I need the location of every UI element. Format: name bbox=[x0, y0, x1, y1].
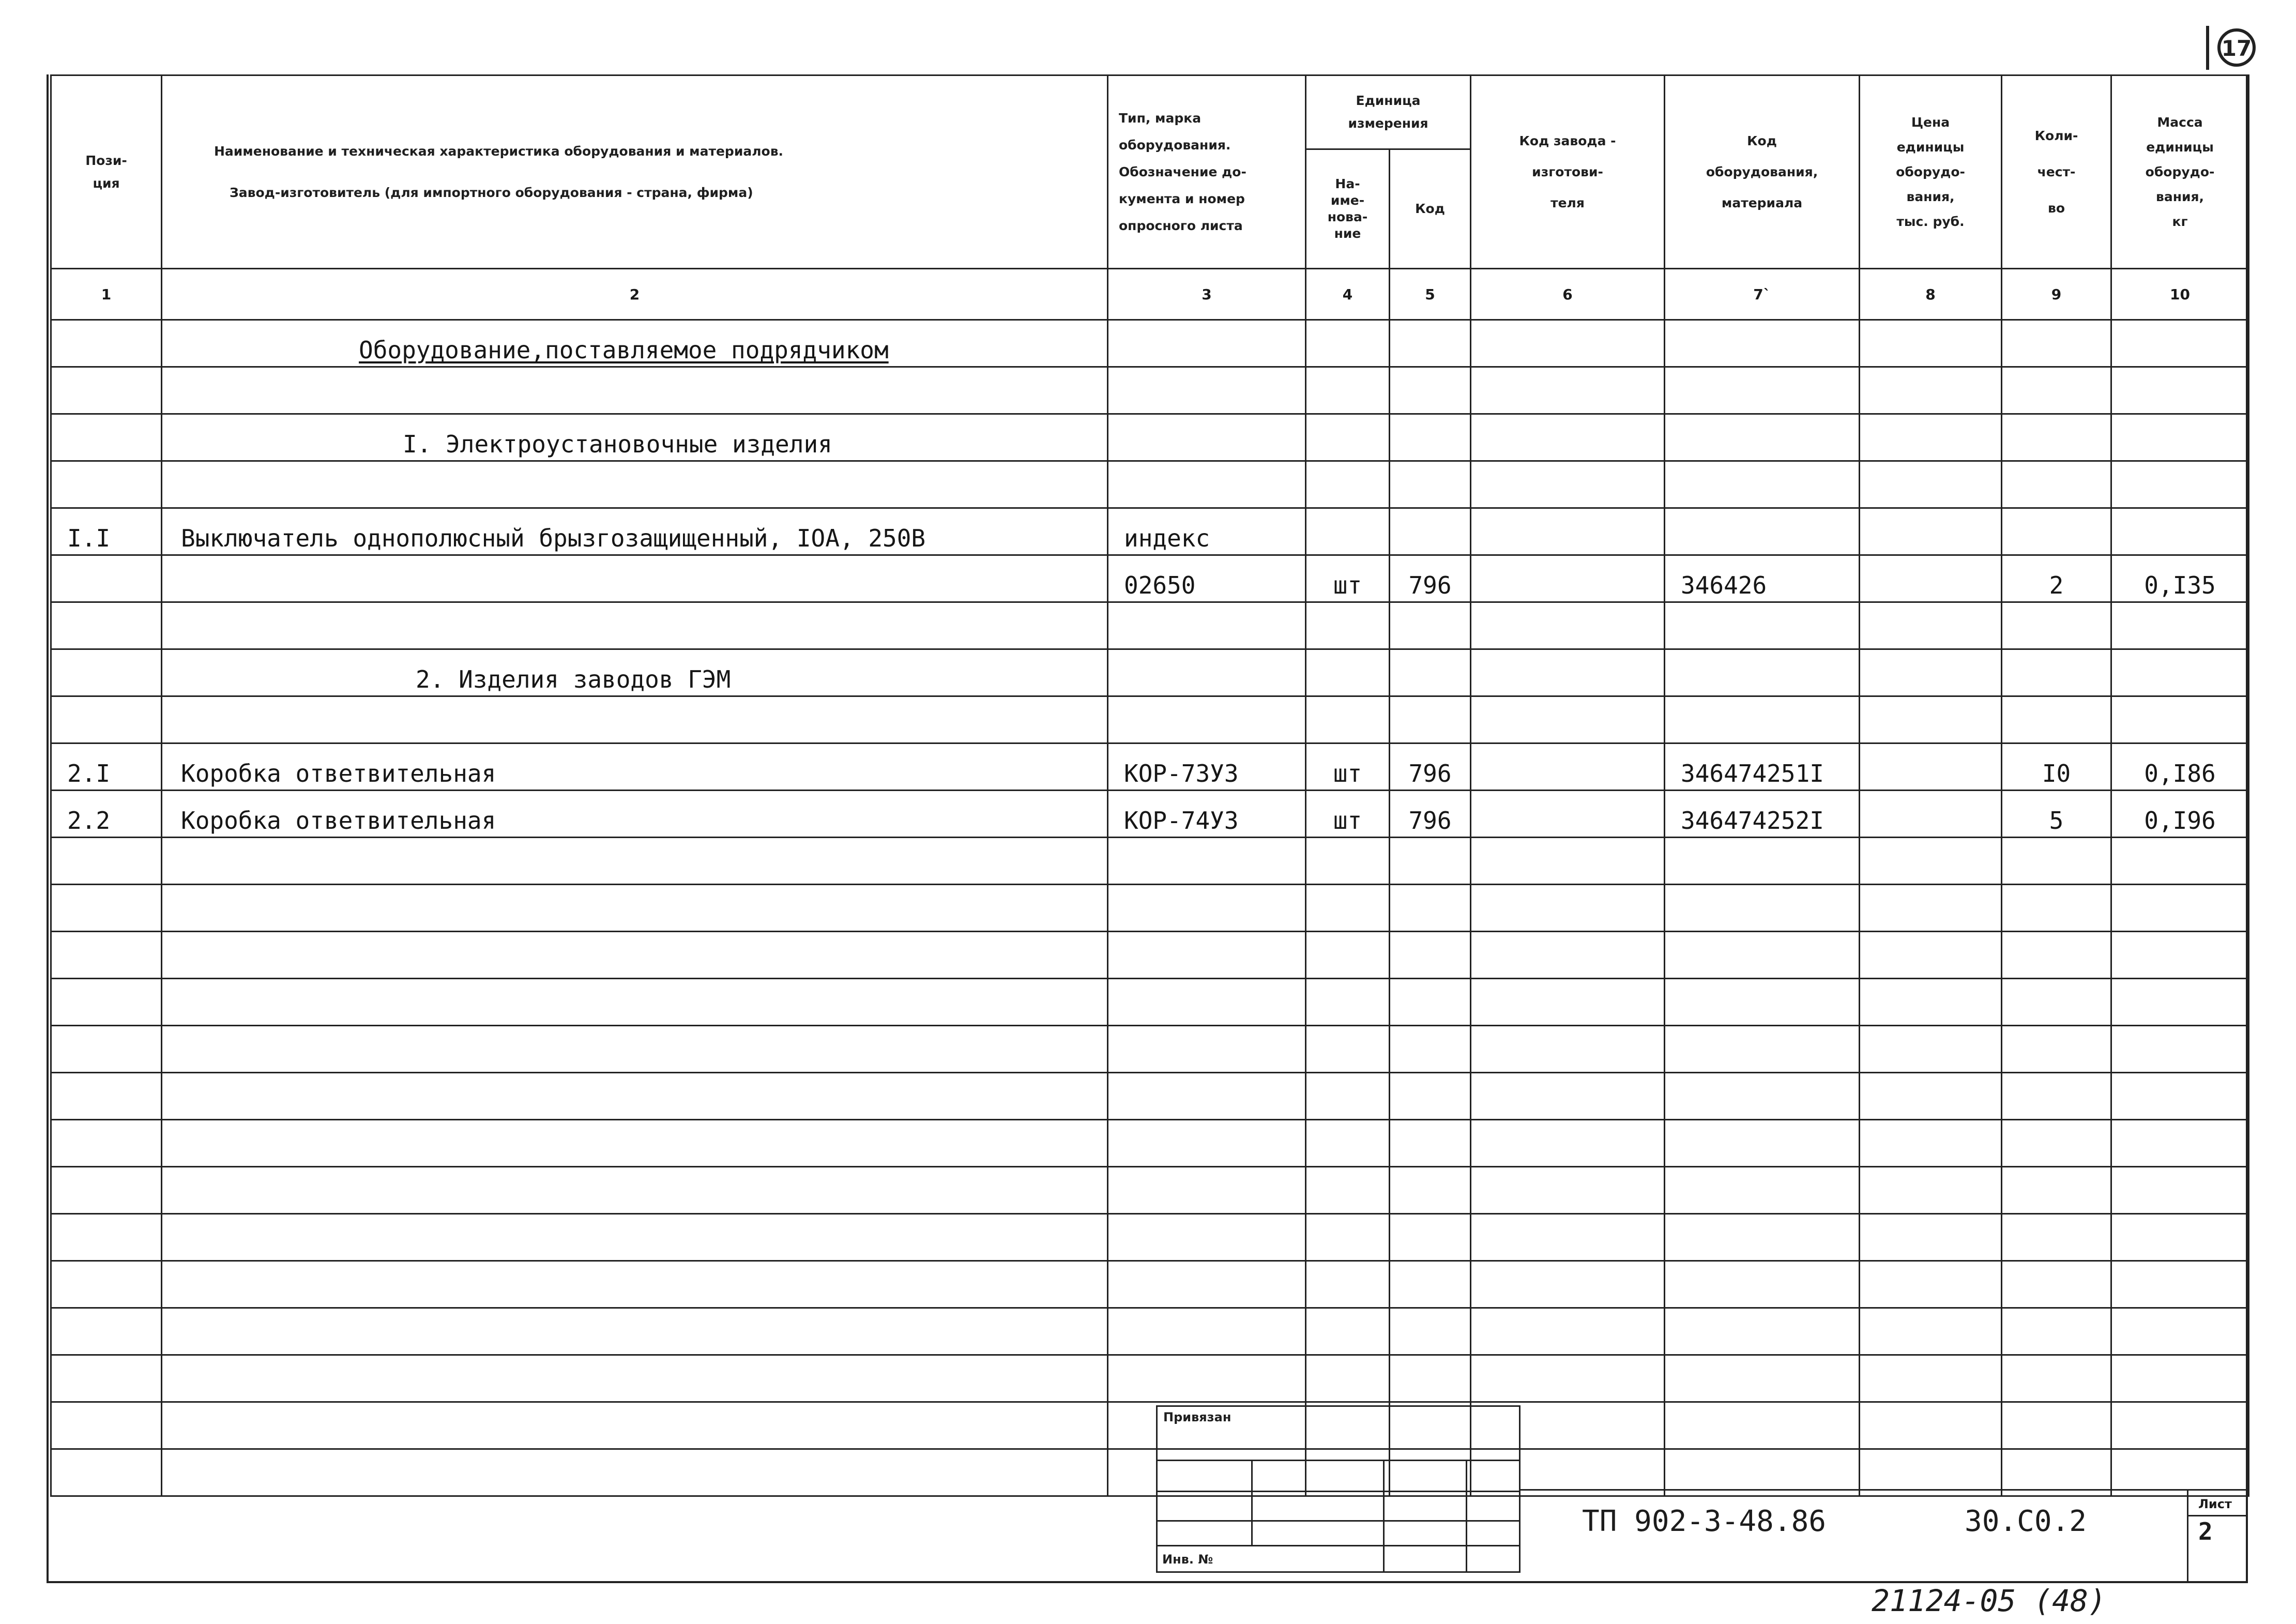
cell-unit-name bbox=[1306, 979, 1390, 1026]
cell-name bbox=[162, 932, 1108, 979]
cell-quantity bbox=[2002, 414, 2111, 461]
cell-equipment-code: 346426 bbox=[1665, 555, 1860, 602]
header-mass: Масса единицы оборудо- вания, кг bbox=[2111, 75, 2249, 269]
cell-equipment-code bbox=[1665, 461, 1860, 508]
cell-position bbox=[51, 414, 162, 461]
header-price: Цена единицы оборудо- вания, тыс. руб. bbox=[1860, 75, 2002, 269]
cell-equipment-code bbox=[1665, 602, 1860, 649]
column-number: 4 bbox=[1306, 269, 1390, 320]
cell-plant-code bbox=[1471, 367, 1665, 414]
cell-name: Оборудование,поставляемое подрядчиком bbox=[162, 320, 1108, 367]
cell-quantity bbox=[2002, 649, 2111, 696]
column-number: 3 bbox=[1108, 269, 1306, 320]
stamp-divider bbox=[1251, 1460, 1253, 1545]
cell-quantity bbox=[2002, 1167, 2111, 1214]
cell-unit-name bbox=[1306, 1073, 1390, 1120]
cell-plant-code bbox=[1471, 1120, 1665, 1167]
cell-type bbox=[1108, 461, 1306, 508]
table-row bbox=[51, 602, 2249, 649]
title-block-frame bbox=[47, 1391, 2248, 1583]
cell-price bbox=[1860, 885, 2002, 932]
cell-name bbox=[162, 1261, 1108, 1308]
cell-price bbox=[1860, 1073, 2002, 1120]
cell-plant-code bbox=[1471, 1167, 1665, 1214]
cell-position bbox=[51, 1120, 162, 1167]
table-row bbox=[51, 461, 2249, 508]
cell-price bbox=[1860, 461, 2002, 508]
cell-unit-code bbox=[1390, 1167, 1471, 1214]
cell-quantity bbox=[2002, 461, 2111, 508]
cell-type bbox=[1108, 1073, 1306, 1120]
cell-plant-code bbox=[1471, 1261, 1665, 1308]
cell-name bbox=[162, 1026, 1108, 1073]
cell-name bbox=[162, 885, 1108, 932]
cell-unit-name bbox=[1306, 320, 1390, 367]
cell-equipment-code bbox=[1665, 367, 1860, 414]
cell-unit-code bbox=[1390, 1308, 1471, 1355]
cell-name bbox=[162, 367, 1108, 414]
cell-mass bbox=[2111, 1261, 2249, 1308]
cell-name bbox=[162, 696, 1108, 743]
title-block-divider bbox=[2187, 1489, 2188, 1583]
cell-quantity bbox=[2002, 602, 2111, 649]
table-row bbox=[51, 508, 2249, 555]
cell-unit-name bbox=[1306, 885, 1390, 932]
column-number: 8 bbox=[1860, 269, 2002, 320]
cell-quantity bbox=[2002, 1308, 2111, 1355]
cell-plant-code bbox=[1471, 1214, 1665, 1261]
cell-price bbox=[1860, 414, 2002, 461]
cell-unit-code bbox=[1390, 1026, 1471, 1073]
cell-quantity: 5 bbox=[2002, 791, 2111, 838]
cell-name bbox=[162, 979, 1108, 1026]
header-unit-code: Код bbox=[1390, 149, 1471, 269]
cell-mass bbox=[2111, 649, 2249, 696]
cell-type bbox=[1108, 414, 1306, 461]
cell-unit-code bbox=[1390, 1073, 1471, 1120]
cell-unit-code: 796 bbox=[1390, 791, 1471, 838]
table-row bbox=[51, 320, 2249, 367]
cell-unit-name bbox=[1306, 367, 1390, 414]
header-unit-group: Единица измерения bbox=[1306, 75, 1471, 149]
cell-mass bbox=[2111, 885, 2249, 932]
table-row bbox=[51, 932, 2249, 979]
cell-position bbox=[51, 555, 162, 602]
cell-plant-code bbox=[1471, 1026, 1665, 1073]
cell-unit-code bbox=[1390, 461, 1471, 508]
cell-quantity bbox=[2002, 1261, 2111, 1308]
cell-unit-code bbox=[1390, 320, 1471, 367]
cell-type bbox=[1108, 1167, 1306, 1214]
cell-plant-code bbox=[1471, 649, 1665, 696]
table-row bbox=[51, 1167, 2249, 1214]
cell-mass bbox=[2111, 508, 2249, 555]
cell-price bbox=[1860, 1026, 2002, 1073]
column-number: 5 bbox=[1390, 269, 1471, 320]
header-equipment-code: Код оборудования, материала bbox=[1665, 75, 1860, 269]
cell-type bbox=[1108, 932, 1306, 979]
cell-name: I. Электроустановочные изделия bbox=[162, 414, 1108, 461]
cell-unit-code: 796 bbox=[1390, 743, 1471, 791]
cell-unit-name bbox=[1306, 1261, 1390, 1308]
specification-table bbox=[50, 74, 2249, 1497]
cell-plant-code bbox=[1471, 979, 1665, 1026]
cell-mass bbox=[2111, 320, 2249, 367]
cell-type bbox=[1108, 602, 1306, 649]
column-number: 1 bbox=[51, 269, 162, 320]
frame-left-border bbox=[47, 74, 49, 1391]
cell-name bbox=[162, 1308, 1108, 1355]
sheet-stamp-mark bbox=[2203, 21, 2265, 72]
cell-price bbox=[1860, 838, 2002, 885]
cell-type: индекс bbox=[1108, 508, 1306, 555]
cell-position bbox=[51, 932, 162, 979]
cell-type: КОР-74УЗ bbox=[1108, 791, 1306, 838]
cell-unit-code bbox=[1390, 696, 1471, 743]
cell-position bbox=[51, 367, 162, 414]
cell-plant-code bbox=[1471, 461, 1665, 508]
cell-plant-code bbox=[1471, 932, 1665, 979]
cell-equipment-code: 346474252I bbox=[1665, 791, 1860, 838]
table-row bbox=[51, 1261, 2249, 1308]
cell-plant-code bbox=[1471, 743, 1665, 791]
cell-unit-code bbox=[1390, 414, 1471, 461]
cell-price bbox=[1860, 367, 2002, 414]
cell-unit-name bbox=[1306, 508, 1390, 555]
cell-mass bbox=[2111, 932, 2249, 979]
cell-equipment-code bbox=[1665, 932, 1860, 979]
cell-name: Выключатель однополюсный брызгозащищенный, IOA, 250B bbox=[162, 508, 1108, 555]
cell-equipment-code bbox=[1665, 320, 1860, 367]
cell-quantity bbox=[2002, 367, 2111, 414]
cell-mass bbox=[2111, 1214, 2249, 1261]
frame-right-border bbox=[2246, 74, 2248, 1391]
cell-type bbox=[1108, 1261, 1306, 1308]
cell-price bbox=[1860, 932, 2002, 979]
cell-plant-code bbox=[1471, 414, 1665, 461]
cell-position bbox=[51, 885, 162, 932]
table-row bbox=[51, 1026, 2249, 1073]
cell-unit-code: 796 bbox=[1390, 555, 1471, 602]
cell-equipment-code bbox=[1665, 1120, 1860, 1167]
cell-mass: 0,I96 bbox=[2111, 791, 2249, 838]
cell-unit-name bbox=[1306, 602, 1390, 649]
cell-plant-code bbox=[1471, 885, 1665, 932]
cell-mass bbox=[2111, 1167, 2249, 1214]
cell-mass bbox=[2111, 696, 2249, 743]
cell-type bbox=[1108, 1026, 1306, 1073]
cell-position bbox=[51, 1214, 162, 1261]
cell-position bbox=[51, 1026, 162, 1073]
cell-position bbox=[51, 1073, 162, 1120]
cell-unit-name bbox=[1306, 414, 1390, 461]
table-row bbox=[51, 1073, 2249, 1120]
stamp-label-inventory: Инв. № bbox=[1162, 1552, 1213, 1567]
cell-position bbox=[51, 1308, 162, 1355]
cell-name bbox=[162, 1120, 1108, 1167]
cell-type bbox=[1108, 320, 1306, 367]
cell-type bbox=[1108, 838, 1306, 885]
stamp-divider bbox=[1466, 1460, 1467, 1573]
cell-unit-name bbox=[1306, 1214, 1390, 1261]
cell-unit-code bbox=[1390, 1261, 1471, 1308]
cell-price bbox=[1860, 979, 2002, 1026]
header-unit-name: На- име- нова- ние bbox=[1306, 149, 1390, 269]
cell-quantity bbox=[2002, 932, 2111, 979]
cell-position bbox=[51, 602, 162, 649]
cell-position: 2.2 bbox=[51, 791, 162, 838]
table-row bbox=[51, 838, 2249, 885]
cell-position bbox=[51, 649, 162, 696]
cell-unit-code bbox=[1390, 932, 1471, 979]
cell-equipment-code bbox=[1665, 508, 1860, 555]
cell-unit-name: шт bbox=[1306, 743, 1390, 791]
cell-name: 2. Изделия заводов ГЭМ bbox=[162, 649, 1108, 696]
cell-equipment-code bbox=[1665, 1026, 1860, 1073]
cell-position bbox=[51, 1167, 162, 1214]
cell-equipment-code bbox=[1665, 649, 1860, 696]
cell-type bbox=[1108, 1214, 1306, 1261]
document-number: ТП 902-3-48.86 bbox=[1582, 1505, 1827, 1538]
cell-position bbox=[51, 696, 162, 743]
cell-name bbox=[162, 1073, 1108, 1120]
cell-position: I.I bbox=[51, 508, 162, 555]
header-name: Наименование и техническая характеристика оборудования и материалов. Завод-изготовитель (для импортного оборудования - страна, фирма) bbox=[162, 75, 1108, 269]
header-plant-code: Код завода - изготови- теля bbox=[1471, 75, 1665, 269]
cell-plant-code bbox=[1471, 838, 1665, 885]
cell-price bbox=[1860, 743, 2002, 791]
table-row bbox=[51, 1214, 2249, 1261]
cell-mass bbox=[2111, 1073, 2249, 1120]
cell-plant-code bbox=[1471, 1308, 1665, 1355]
cell-type bbox=[1108, 979, 1306, 1026]
cell-name: Коробка ответвительная bbox=[162, 743, 1108, 791]
cell-type: КОР-73УЗ bbox=[1108, 743, 1306, 791]
column-number-row bbox=[51, 269, 2249, 320]
cell-quantity bbox=[2002, 1120, 2111, 1167]
cell-name bbox=[162, 1167, 1108, 1214]
cell-mass bbox=[2111, 461, 2249, 508]
cell-unit-code bbox=[1390, 367, 1471, 414]
cell-price bbox=[1860, 649, 2002, 696]
cell-equipment-code bbox=[1665, 1214, 1860, 1261]
table-row bbox=[51, 1120, 2249, 1167]
table-row bbox=[51, 791, 2249, 838]
cell-name bbox=[162, 461, 1108, 508]
cell-type bbox=[1108, 885, 1306, 932]
cell-price bbox=[1860, 1308, 2002, 1355]
title-block-divider bbox=[2187, 1515, 2248, 1516]
cell-price bbox=[1860, 508, 2002, 555]
archive-number: 21124-05 (48) bbox=[1872, 1583, 2106, 1618]
cell-price bbox=[1860, 791, 2002, 838]
table-row bbox=[51, 1308, 2249, 1355]
cell-mass bbox=[2111, 1120, 2249, 1167]
table-row bbox=[51, 367, 2249, 414]
cell-price bbox=[1860, 320, 2002, 367]
cell-unit-name bbox=[1306, 1167, 1390, 1214]
cell-type bbox=[1108, 367, 1306, 414]
cell-unit-name bbox=[1306, 932, 1390, 979]
cell-type bbox=[1108, 696, 1306, 743]
cell-unit-name: шт bbox=[1306, 555, 1390, 602]
cell-plant-code bbox=[1471, 555, 1665, 602]
cell-position bbox=[51, 979, 162, 1026]
cell-unit-name bbox=[1306, 649, 1390, 696]
table-row bbox=[51, 979, 2249, 1026]
cell-mass bbox=[2111, 1026, 2249, 1073]
cell-unit-code bbox=[1390, 838, 1471, 885]
cell-mass bbox=[2111, 838, 2249, 885]
cell-position bbox=[51, 461, 162, 508]
cell-unit-code bbox=[1390, 1120, 1471, 1167]
table-row bbox=[51, 885, 2249, 932]
cell-equipment-code: 346474251I bbox=[1665, 743, 1860, 791]
cell-quantity: 2 bbox=[2002, 555, 2111, 602]
cell-price bbox=[1860, 555, 2002, 602]
cell-unit-code bbox=[1390, 885, 1471, 932]
cell-unit-code bbox=[1390, 508, 1471, 555]
cell-equipment-code bbox=[1665, 1167, 1860, 1214]
table-row bbox=[51, 696, 2249, 743]
cell-equipment-code bbox=[1665, 414, 1860, 461]
cell-plant-code bbox=[1471, 602, 1665, 649]
cell-equipment-code bbox=[1665, 885, 1860, 932]
title-block-divider bbox=[1520, 1489, 2248, 1491]
table-row bbox=[51, 414, 2249, 461]
cell-unit-code bbox=[1390, 602, 1471, 649]
cell-quantity bbox=[2002, 979, 2111, 1026]
cell-plant-code bbox=[1471, 1073, 1665, 1120]
cell-plant-code bbox=[1471, 696, 1665, 743]
header-row bbox=[51, 75, 2249, 149]
cell-quantity bbox=[2002, 320, 2111, 367]
cell-name: Коробка ответвительная bbox=[162, 791, 1108, 838]
cell-quantity bbox=[2002, 1073, 2111, 1120]
cell-equipment-code bbox=[1665, 696, 1860, 743]
column-number: 10 bbox=[2111, 269, 2249, 320]
cell-unit-code bbox=[1390, 649, 1471, 696]
cell-mass bbox=[2111, 367, 2249, 414]
stamp-label-privyazan: Привязан bbox=[1163, 1410, 1231, 1424]
table-row bbox=[51, 743, 2249, 791]
cell-mass: 0,I86 bbox=[2111, 743, 2249, 791]
cell-mass bbox=[2111, 979, 2249, 1026]
cell-price bbox=[1860, 1120, 2002, 1167]
cell-equipment-code bbox=[1665, 1073, 1860, 1120]
cell-price bbox=[1860, 1214, 2002, 1261]
cell-quantity bbox=[2002, 508, 2111, 555]
cell-quantity bbox=[2002, 1214, 2111, 1261]
cell-position bbox=[51, 1261, 162, 1308]
column-number: 6 bbox=[1471, 269, 1665, 320]
table-body bbox=[51, 320, 2249, 1496]
sheet-number: 2 bbox=[2198, 1517, 2213, 1545]
sheet-label: Лист bbox=[2198, 1497, 2232, 1511]
cell-equipment-code bbox=[1665, 838, 1860, 885]
cell-unit-code bbox=[1390, 979, 1471, 1026]
cell-quantity bbox=[2002, 885, 2111, 932]
section-code: 30.С0.2 bbox=[1965, 1505, 2087, 1538]
cell-unit-name: шт bbox=[1306, 791, 1390, 838]
cell-plant-code bbox=[1471, 320, 1665, 367]
cell-plant-code bbox=[1471, 508, 1665, 555]
cell-equipment-code bbox=[1665, 1308, 1860, 1355]
cell-unit-name bbox=[1306, 1120, 1390, 1167]
cell-name bbox=[162, 602, 1108, 649]
cell-name bbox=[162, 555, 1108, 602]
cell-type bbox=[1108, 1308, 1306, 1355]
cell-quantity bbox=[2002, 838, 2111, 885]
cell-position: 2.I bbox=[51, 743, 162, 791]
cell-price bbox=[1860, 1167, 2002, 1214]
cell-type bbox=[1108, 649, 1306, 696]
cell-name bbox=[162, 1214, 1108, 1261]
cell-type: 02650 bbox=[1108, 555, 1306, 602]
table-row bbox=[51, 649, 2249, 696]
cell-unit-name bbox=[1306, 1026, 1390, 1073]
table-row bbox=[51, 555, 2249, 602]
cell-quantity bbox=[2002, 1026, 2111, 1073]
cell-price bbox=[1860, 1261, 2002, 1308]
cell-unit-name bbox=[1306, 838, 1390, 885]
header-position: Пози- ция bbox=[51, 75, 162, 269]
header-quantity: Коли- чест- во bbox=[2002, 75, 2111, 269]
cell-quantity: I0 bbox=[2002, 743, 2111, 791]
svg-text:17: 17 bbox=[2221, 36, 2252, 61]
cell-quantity bbox=[2002, 696, 2111, 743]
cell-equipment-code bbox=[1665, 979, 1860, 1026]
cell-mass bbox=[2111, 414, 2249, 461]
column-number: 9 bbox=[2002, 269, 2111, 320]
cell-name bbox=[162, 838, 1108, 885]
cell-equipment-code bbox=[1665, 1261, 1860, 1308]
cell-unit-code bbox=[1390, 1214, 1471, 1261]
cell-type bbox=[1108, 1120, 1306, 1167]
column-number: 7` bbox=[1665, 269, 1860, 320]
cell-mass bbox=[2111, 1308, 2249, 1355]
cell-price bbox=[1860, 602, 2002, 649]
cell-position bbox=[51, 838, 162, 885]
cell-plant-code bbox=[1471, 791, 1665, 838]
cell-position bbox=[51, 320, 162, 367]
cell-unit-name bbox=[1306, 696, 1390, 743]
stamp-divider bbox=[1383, 1460, 1385, 1573]
cell-mass: 0,I35 bbox=[2111, 555, 2249, 602]
cell-mass bbox=[2111, 602, 2249, 649]
column-number: 2 bbox=[162, 269, 1108, 320]
header-type: Тип, марка оборудования. Обозначение до- кумента и номер опросного листа bbox=[1108, 75, 1306, 269]
cell-price bbox=[1860, 696, 2002, 743]
cell-unit-name bbox=[1306, 461, 1390, 508]
cell-unit-name bbox=[1306, 1308, 1390, 1355]
